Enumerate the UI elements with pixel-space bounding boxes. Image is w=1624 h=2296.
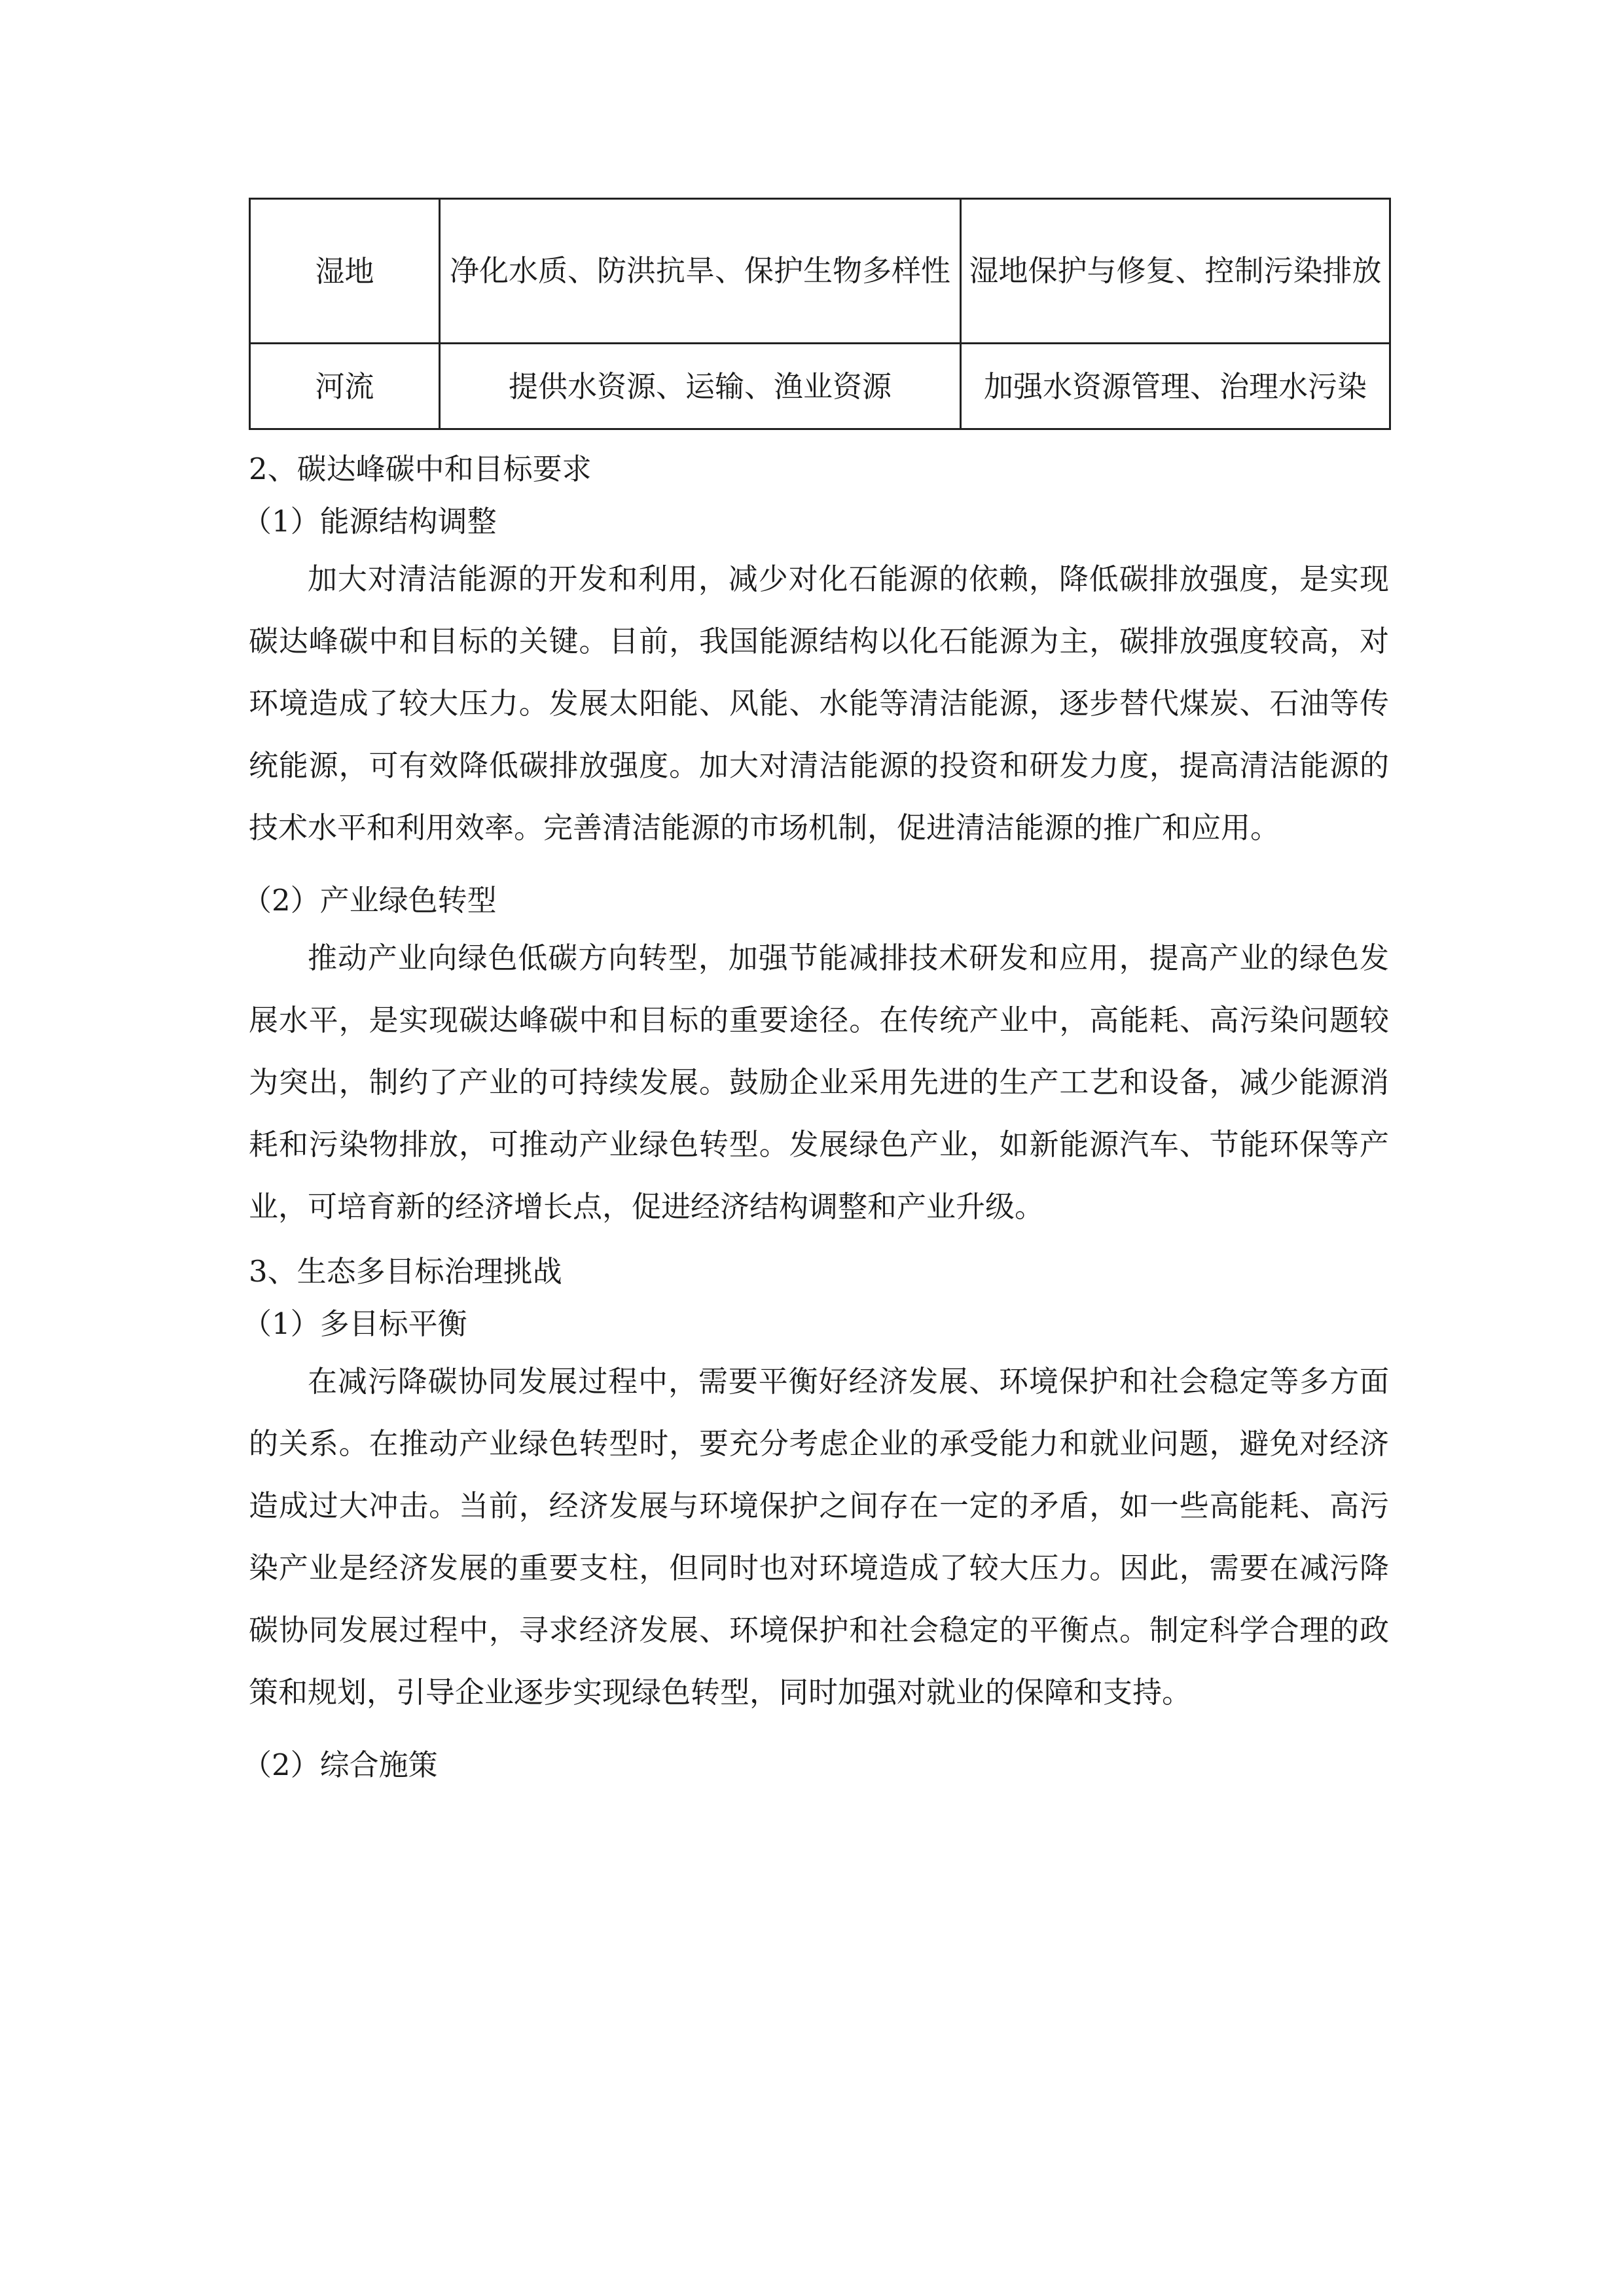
table-cell-measure: 湿地保护与修复、控制污染排放 [961,199,1390,344]
paragraph: 在减污降碳协同发展过程中，需要平衡好经济发展、环境保护和社会稳定等多方面的关系。在推动产业绿色转型时，要充分考虑企业的承受能力和就业问题，避免对经济造成过大冲击。当前，经济发展与环境保护之间存在一定的矛盾，如一些高能耗、高污染产业是经济发展的重要支柱，但同时也对环境造成了较大压力。因此，需要在减污降碳协同发展过程中，寻求经济发展、环境保护和社会稳定的平衡点。制定科学合理的政策和规划，引导企业逐步实现绿色转型，同时加强对就业的保障和支持。 [249,1364,1389,1710]
subsection-heading: （1）多目标平衡 [242,1306,467,1341]
paragraph: 加大对清洁能源的开发和利用，减少对化石能源的依赖，降低碳排放强度，是实现碳达峰碳中和目标的关键。目前，我国能源结构以化石能源为主，碳排放强度较高，对环境造成了较大压力。发展太阳能、风能、水能等清洁能源，逐步替代煤炭、石油等传统能源，可有效降低碳排放强度。加大对清洁能源的投资和研发力度，提高清洁能源的技术水平和利用效率。完善清洁能源的市场机制，促进清洁能源的推广和应用。 [249,562,1389,845]
subsection-heading: （2）产业绿色转型 [242,883,497,918]
table-row [250,199,1390,344]
section-heading: 3、生态多目标治理挑战 [249,1254,562,1289]
paragraph: 推动产业向绿色低碳方向转型，加强节能减排技术研发和应用，提高产业的绿色发展水平，是实现碳达峰碳中和目标的重要途径。在传统产业中，高能耗、高污染问题较为突出，制约了产业的可持续发展。鼓励企业采用先进的生产工艺和设备，减少能源消耗和污染物排放，可推动产业绿色转型。发展绿色产业，如新能源汽车、节能环保等产业，可培育新的经济增长点，促进经济结构调整和产业升级。 [249,941,1389,1224]
table-cell-type: 河流 [250,344,440,429]
table-cell-function: 提供水资源、运输、渔业资源 [440,344,961,429]
subsection-heading: （1）能源结构调整 [242,504,497,539]
section-heading: 2、碳达峰碳中和目标要求 [249,452,592,486]
table-row [250,344,1390,429]
table-cell-function: 净化水质、防洪抗旱、保护生物多样性 [440,199,961,344]
document-page [242,198,1389,1791]
table-cell-type: 湿地 [250,199,440,344]
table-cell-measure: 加强水资源管理、治理水污染 [961,344,1390,429]
subsection-heading: （2）综合施策 [242,1748,438,1782]
ecosystem-table [249,198,1391,430]
